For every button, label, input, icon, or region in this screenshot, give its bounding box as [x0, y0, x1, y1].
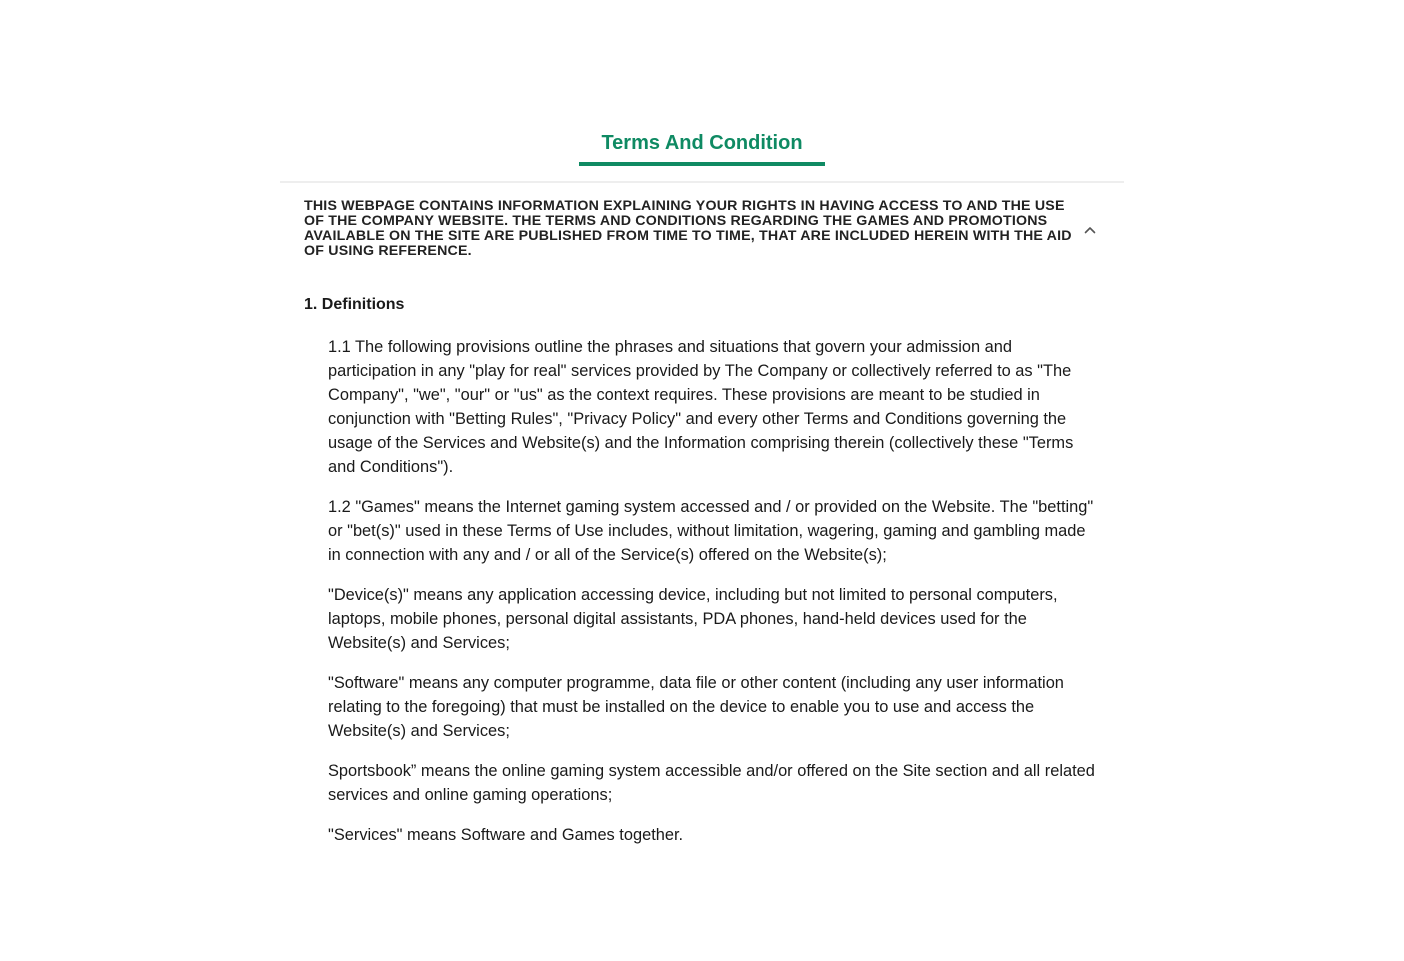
- page-title: Terms And Condition: [579, 130, 824, 166]
- title-wrap: [280, 130, 1124, 166]
- chevron-up-icon-svg: [1084, 226, 1096, 234]
- clause-item: 1.1 The following provisions outline the phrases and situations that govern your admission and participation in any "play for real" services provided by The Company or collectively referred to as "The Company", "we", "our" or "us" as the context requires. These provisions are meant to be studied in conjunction with "Betting Rules", "Privacy Policy" and every other Terms and Conditions governing the usage of the Services and Website(s) and the Information comprising therein (collectively these "Terms and Conditions").: [328, 338, 1074, 476]
- accordion-header[interactable]: [280, 183, 1124, 259]
- clause-item: "Services" means Software and Games together.: [328, 826, 684, 844]
- clause-item: "Software" means any computer programme, data file or other content (including any user information relating to the foregoing) that must be installed on the device to enable you to use and access the Website(s) and Services;: [328, 674, 1064, 740]
- chevron-up-icon[interactable]: [1082, 222, 1098, 238]
- clauses-list: [304, 335, 1100, 847]
- accordion-header-text: THIS WEBPAGE CONTAINS INFORMATION EXPLAINING YOUR RIGHTS IN HAVING ACCESS TO AND THE USE OF THE COMPANY WEBSITE. THE TERMS AND CONDITIONS REGARDING THE GAMES AND PROMOTIONS AVAILABLE ON THE SITE ARE PUBLISHED FROM TIME TO TIME, THAT ARE INCLUDED HEREIN WITH THE AID OF USING REFERENCE.: [304, 198, 1072, 259]
- terms-page: [280, 130, 1124, 863]
- section-heading: 1. Definitions: [304, 296, 405, 313]
- clause-item: Sportsbook” means the online gaming system accessible and/or offered on the Site section and all related services and online gaming operations;: [328, 762, 1095, 804]
- clause-item: "Device(s)" means any application accessing device, including but not limited to personal computers, laptops, mobile phones, personal digital assistants, PDA phones, hand-held devices used for the Website(s) and Services;: [328, 586, 1058, 652]
- clause-item: 1.2 "Games" means the Internet gaming system accessed and / or provided on the Website. The "betting" or "bet(s)" used in these Terms of Use includes, without limitation, wagering, gaming and gambling made in connection with any and / or all of the Service(s) offered on the Website(s);: [328, 498, 1094, 564]
- definitions-section: [280, 295, 1124, 847]
